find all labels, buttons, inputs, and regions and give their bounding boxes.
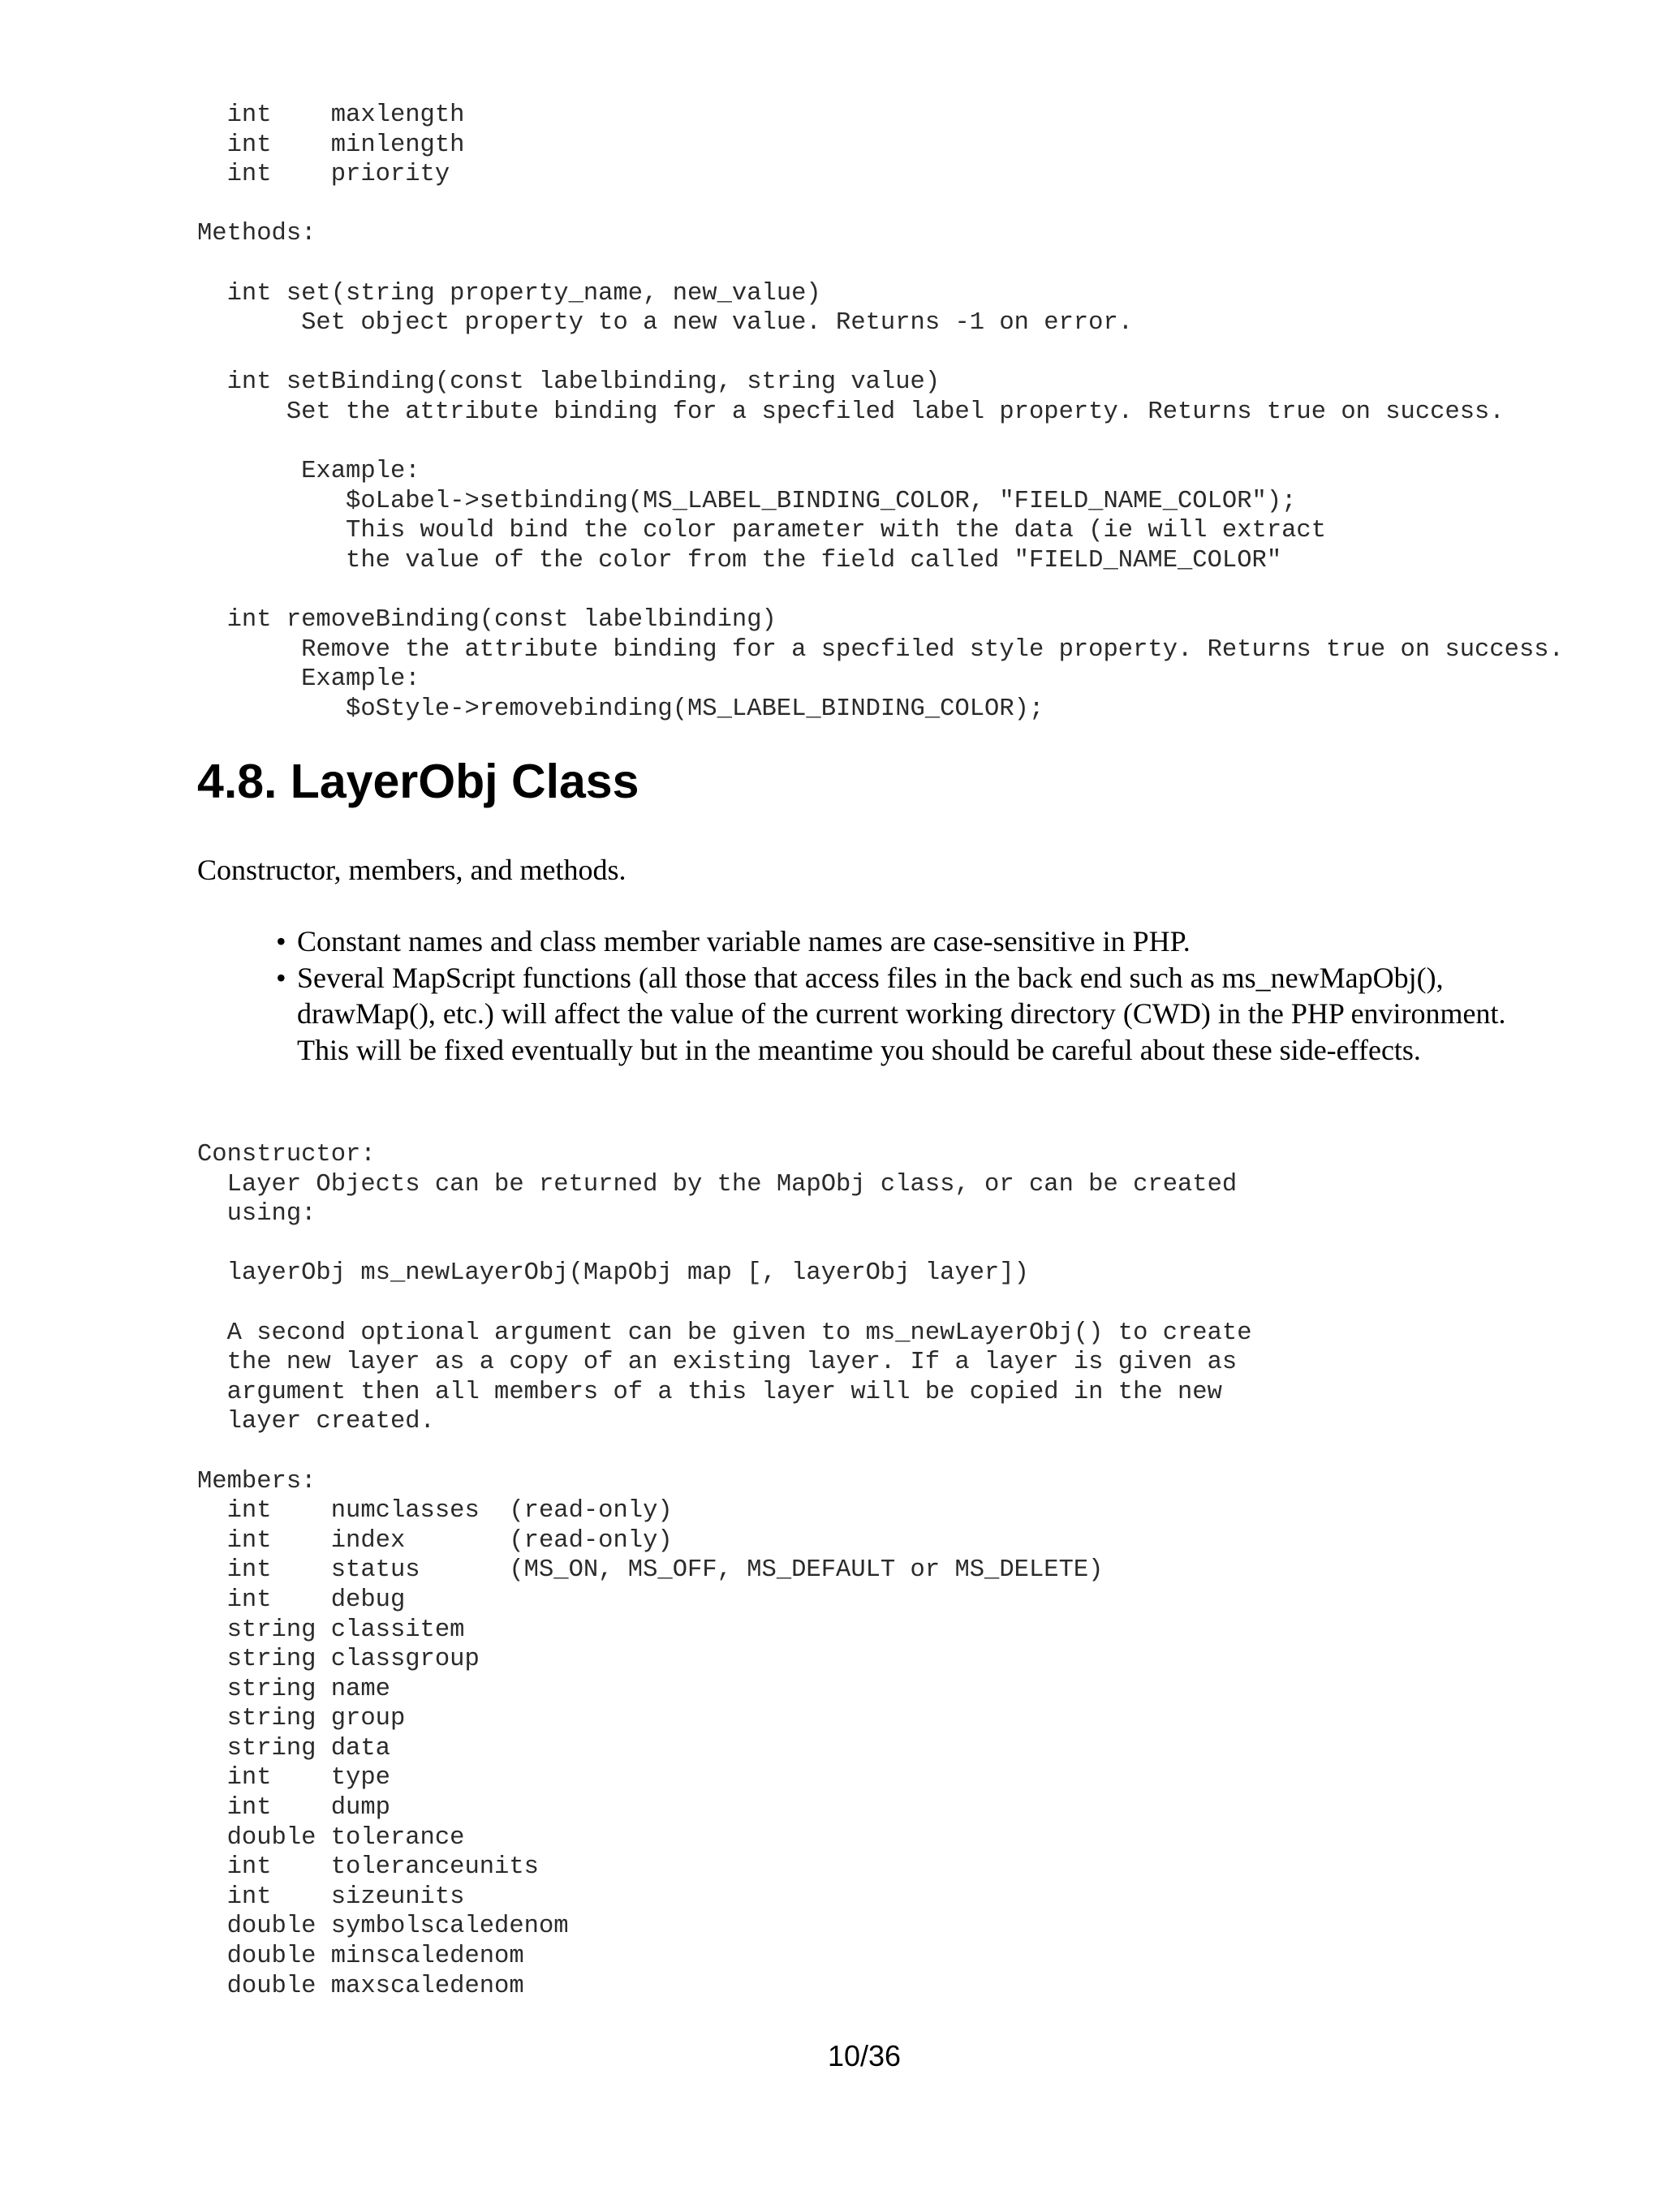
- bullet-icon: •: [276, 925, 286, 958]
- list-item: [276, 923, 1518, 960]
- code-block-layerobj: Constructor: Layer Objects can be returned by the MapObj class, or can be created using: layerObj ms_newLayerObj(MapObj map [, layerObj layer]) A second optional argument can be given to ms_newLayerObj() to create the new layer as a copy of an existing layer. If a layer is given as argument then all members of a this layer will be copied in the new layer created. Members: int numclasses (read-only) int index (read-only) int status (MS_ON, MS_OFF, MS_DEFAULT or MS_DELETE) int debug string classitem string classgroup string name string group string data int type int dump double tolerance int toleranceunits int sizeunits double symbolscaledenom double minscaledenom double maxscaledenom: [197, 1141, 1252, 2000]
- list-item-text: Constant names and class member variable names are case-sensitive in PHP.: [297, 925, 1191, 958]
- list-item: [276, 960, 1518, 1069]
- code-block-label-methods: int maxlength int minlength int priority Methods: int set(string property_name, new_value) Set object property to a new value. Returns -1 on error. int setBinding(const labelbinding, string value) Set the attribute binding for a specfiled label property. Returns true on success. Example: $oLabel->setbinding(MS_LABEL_BINDING_COLOR, "FIELD_NAME_COLOR"); This would bind the color parameter with the data (ie will extract the value of the color from the field called "FIELD_NAME_COLOR" int removeBinding(const labelbinding) Remove the attribute binding for a specfiled style property. Returns true on success. Example: $oStyle->removebinding(MS_LABEL_BINDING_COLOR);: [197, 101, 1564, 723]
- notes-list: [276, 923, 1518, 1068]
- list-item-text: Several MapScript functions (all those that access files in the back end such as ms_newMapObj(), drawMap(), etc.) will affect the value of the current working directory (CWD) in the PHP environment. This will be fixed eventually but in the meantime you should be careful about these side-effects.: [297, 961, 1506, 1066]
- page-number: 10/36: [827, 2039, 902, 2072]
- bullet-icon: •: [276, 961, 286, 994]
- section-intro: Constructor, members, and methods.: [197, 854, 626, 886]
- section-heading: 4.8. LayerObj Class: [197, 755, 639, 808]
